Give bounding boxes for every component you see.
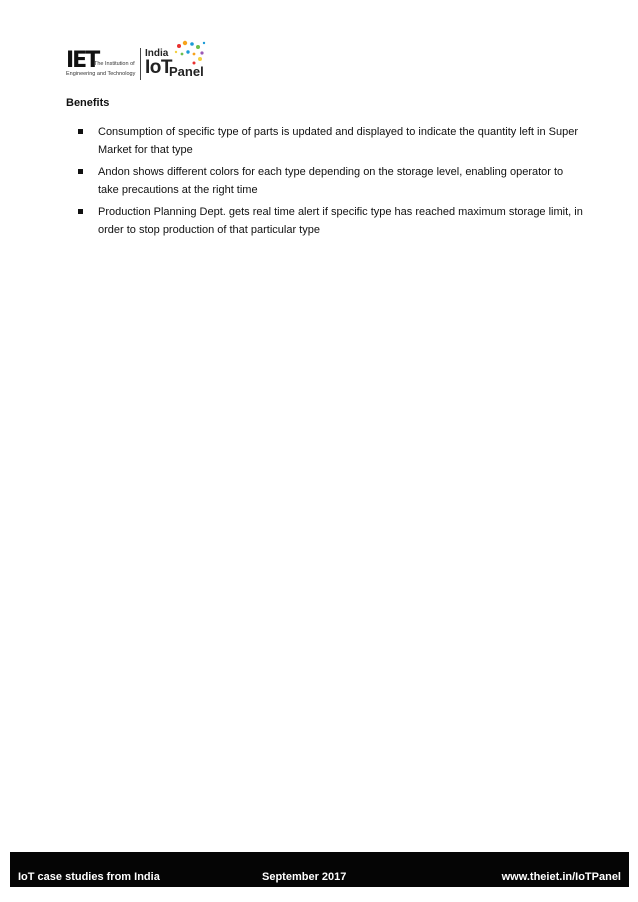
section-heading: Benefits — [66, 97, 110, 109]
bullet-square-icon — [78, 169, 83, 174]
footer-website: www.theiet.in/IoTPanel — [501, 871, 621, 883]
panel-word-label: Panel — [169, 64, 204, 79]
iet-name-line1: The Institution of — [94, 61, 135, 67]
footer-series-title: IoT case studies from India — [18, 871, 160, 883]
panel-india-label: India — [145, 48, 169, 59]
list-item — [66, 123, 586, 159]
benefits-list — [66, 123, 586, 243]
list-item — [66, 163, 586, 199]
logo-divider — [140, 48, 141, 80]
list-item-text: Andon shows different colors for each type depending on the storage level, enabling operator to take precautions at the right time — [98, 166, 564, 196]
header-logos — [66, 40, 216, 82]
panel-iot-label: IoT — [145, 57, 172, 78]
list-item-text: Production Planning Dept. gets real time alert if specific type has reached maximum storage limit, in order to stop production of that particular type — [98, 206, 583, 236]
bullet-square-icon — [78, 209, 83, 214]
list-item-text: Consumption of specific type of parts is updated and displayed to indicate the quantity left in Super Market for that type — [98, 126, 579, 156]
bullet-square-icon — [78, 129, 83, 134]
list-item — [66, 203, 586, 239]
iet-logo: IET — [66, 48, 99, 73]
iot-panel-dots-icon — [173, 40, 207, 66]
iet-name-line2: Engineering and Technology — [66, 71, 136, 77]
page-footer — [10, 852, 629, 887]
footer-date: September 2017 — [262, 871, 347, 883]
